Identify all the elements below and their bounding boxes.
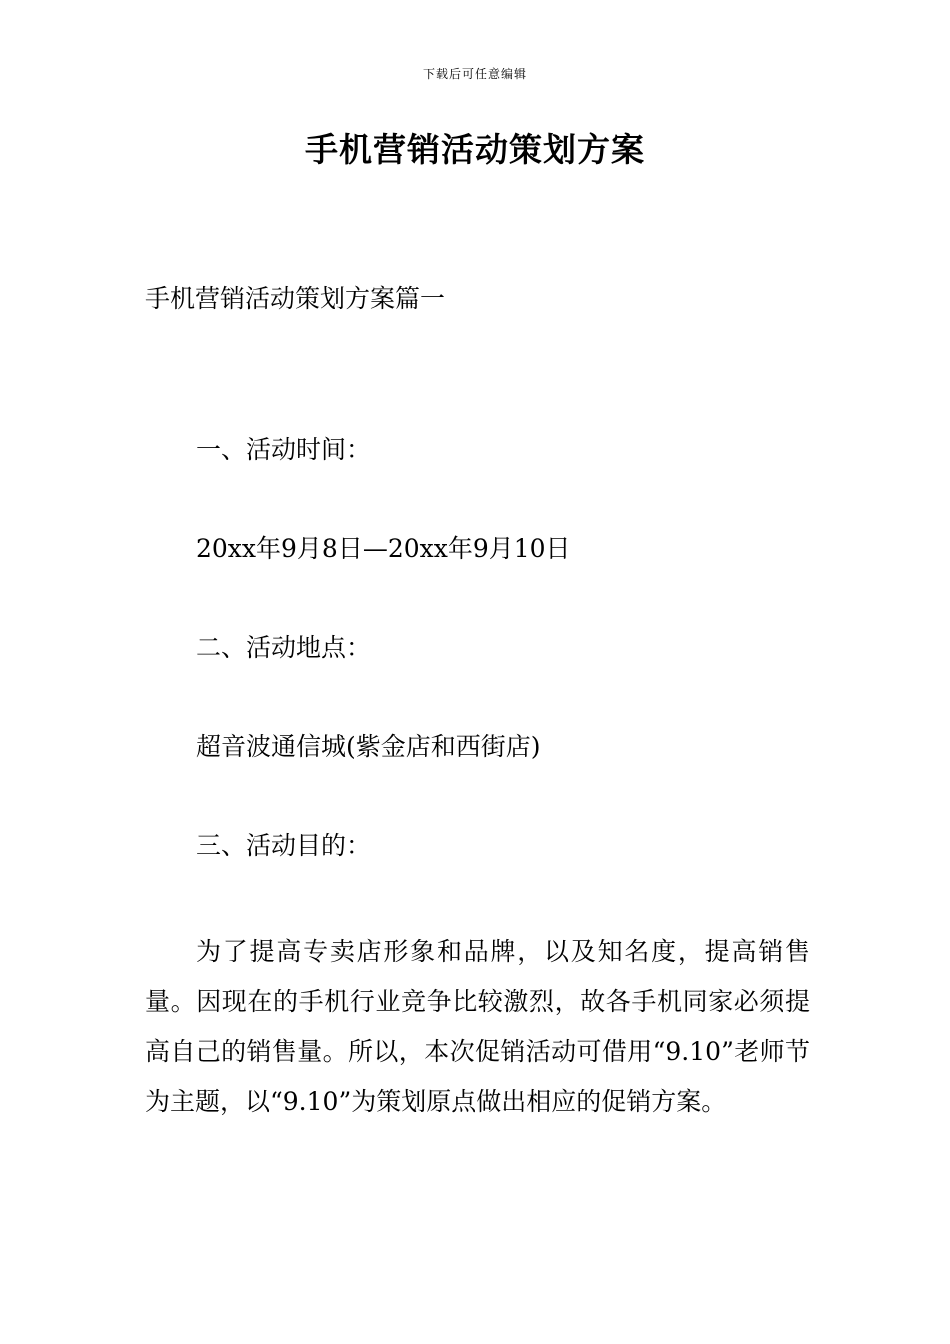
activity-purpose-paragraph: 为了提高专卖店形象和品牌，以及知名度，提高销售量。因现在的手机行业竞争比较激烈，故各手机同家必须提高自己的销售量。所以，本次促销活动可借用“9.10”老师节为主题，以“9.10”为策划原点做出相应的促销方案。 [145,937,810,1116]
activity-purpose-heading: 三、活动目的： [196,831,372,860]
section-heading: 手机营销活动策划方案篇一 [145,284,446,313]
activity-time-value: 20xx年9月8日—20xx年9月10日 [196,534,571,563]
activity-location-heading: 二、活动地点： [196,633,372,662]
header-note: 下载后可任意编辑 [422,67,527,81]
document-title: 手机营销活动策划方案 [305,130,645,169]
activity-time-heading: 一、活动时间： [196,435,372,464]
activity-location-value: 超音波通信城(紫金店和西街店) [196,732,541,761]
